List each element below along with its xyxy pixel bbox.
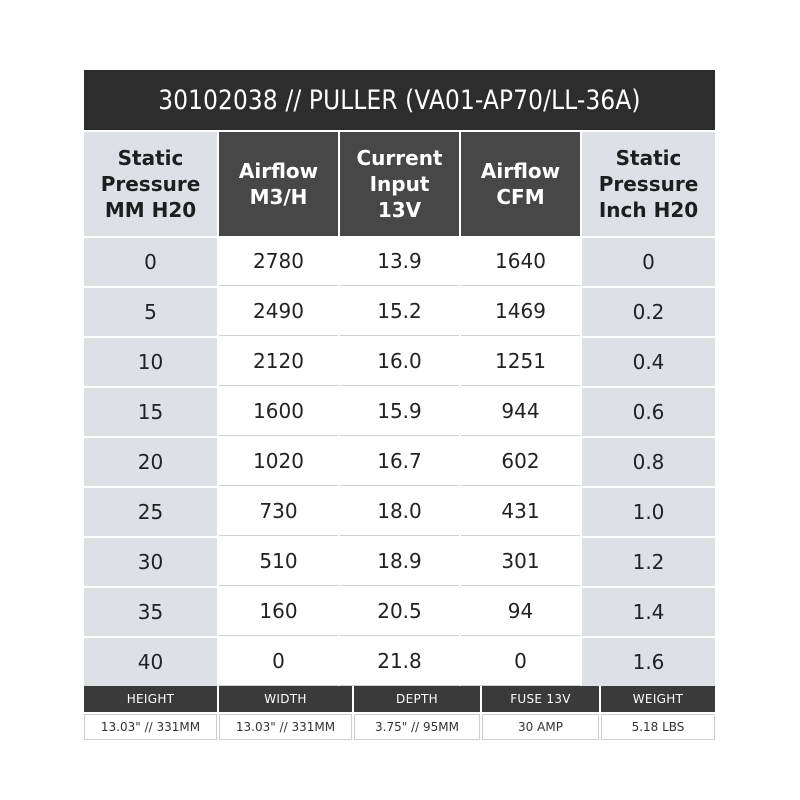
table-cell: 1469 [461, 287, 580, 336]
table-cell: 0 [461, 637, 580, 686]
table-cell: 16.7 [340, 437, 459, 486]
spec-value: 5.18 LBS [601, 714, 715, 740]
header-line: M3/H [249, 185, 308, 209]
table-cell: 0 [84, 238, 217, 286]
table-cell: 40 [84, 638, 217, 686]
table-cell: 0.4 [582, 338, 715, 386]
table-cell: 20.5 [340, 587, 459, 636]
table-cell: 301 [461, 537, 580, 586]
column-airflow-m3h [219, 132, 338, 673]
header-line: Pressure [100, 172, 201, 196]
table-cell: 510 [219, 537, 338, 586]
table-cell: 0 [582, 238, 715, 286]
header-line: Static [615, 146, 682, 170]
header-line: Airflow [238, 159, 319, 183]
header-line: Airflow [480, 159, 561, 183]
table-cell: 1600 [219, 387, 338, 436]
column-header [84, 132, 217, 236]
table-cell: 2490 [219, 287, 338, 336]
table-cell: 431 [461, 487, 580, 536]
column-header [219, 132, 338, 236]
table-cell: 0.2 [582, 288, 715, 336]
column-current-input [340, 132, 459, 673]
table-cell: 1.0 [582, 488, 715, 536]
table-cell: 20 [84, 438, 217, 486]
column-airflow-cfm [461, 132, 580, 673]
header-line: Inch H20 [598, 198, 699, 222]
table-cell: 1.6 [582, 638, 715, 686]
header-line: 13V [377, 198, 422, 222]
header-line: MM H20 [104, 198, 197, 222]
table-cell: 16.0 [340, 337, 459, 386]
fan-spec-sheet [84, 70, 715, 674]
title-bar [84, 70, 715, 130]
table-cell: 15.2 [340, 287, 459, 336]
table-cell: 160 [219, 587, 338, 636]
table-cell: 94 [461, 587, 580, 636]
spec-value: 13.03" // 331MM [219, 714, 352, 740]
table-cell: 602 [461, 437, 580, 486]
spec-label: WIDTH [219, 686, 352, 712]
header-line: CFM [496, 185, 545, 209]
table-cell: 15.9 [340, 387, 459, 436]
spec-fuse [482, 686, 599, 740]
table-cell: 944 [461, 387, 580, 436]
table-cell: 25 [84, 488, 217, 536]
table-cell: 35 [84, 588, 217, 636]
column-header [461, 132, 580, 236]
column-header [340, 132, 459, 236]
spec-depth [354, 686, 480, 740]
spec-label: WEIGHT [601, 686, 715, 712]
table-cell: 2120 [219, 337, 338, 386]
column-header [582, 132, 715, 236]
spec-height [84, 686, 217, 740]
table-cell: 1251 [461, 337, 580, 386]
title-text: 30102038 // PULLER (VA01-AP70/LL-36A) [158, 84, 641, 116]
spec-width [219, 686, 352, 740]
table-cell: 30 [84, 538, 217, 586]
performance-table [84, 132, 715, 674]
table-cell: 0.6 [582, 388, 715, 436]
column-static-pressure-mm [84, 132, 217, 674]
column-static-pressure-inch [582, 132, 715, 674]
table-cell: 15 [84, 388, 217, 436]
table-cell: 1640 [461, 237, 580, 286]
spec-label: DEPTH [354, 686, 480, 712]
table-cell: 2780 [219, 237, 338, 286]
spec-value: 30 AMP [482, 714, 599, 740]
spec-value: 3.75" // 95MM [354, 714, 480, 740]
table-cell: 730 [219, 487, 338, 536]
table-cell: 21.8 [340, 637, 459, 686]
header-line: Static [117, 146, 184, 170]
header-line: Input [369, 172, 430, 196]
table-cell: 18.0 [340, 487, 459, 536]
table-cell: 0 [219, 637, 338, 686]
spec-value: 13.03" // 331MM [84, 714, 217, 740]
table-cell: 1.2 [582, 538, 715, 586]
table-cell: 1.4 [582, 588, 715, 636]
table-cell: 10 [84, 338, 217, 386]
table-cell: 13.9 [340, 237, 459, 286]
spec-weight [601, 686, 715, 740]
header-line: Current [356, 146, 443, 170]
spec-label: FUSE 13V [482, 686, 599, 712]
dimensions-table [84, 686, 715, 740]
header-line: Pressure [598, 172, 699, 196]
spec-label: HEIGHT [84, 686, 217, 712]
table-cell: 18.9 [340, 537, 459, 586]
table-cell: 5 [84, 288, 217, 336]
table-cell: 1020 [219, 437, 338, 486]
table-cell: 0.8 [582, 438, 715, 486]
